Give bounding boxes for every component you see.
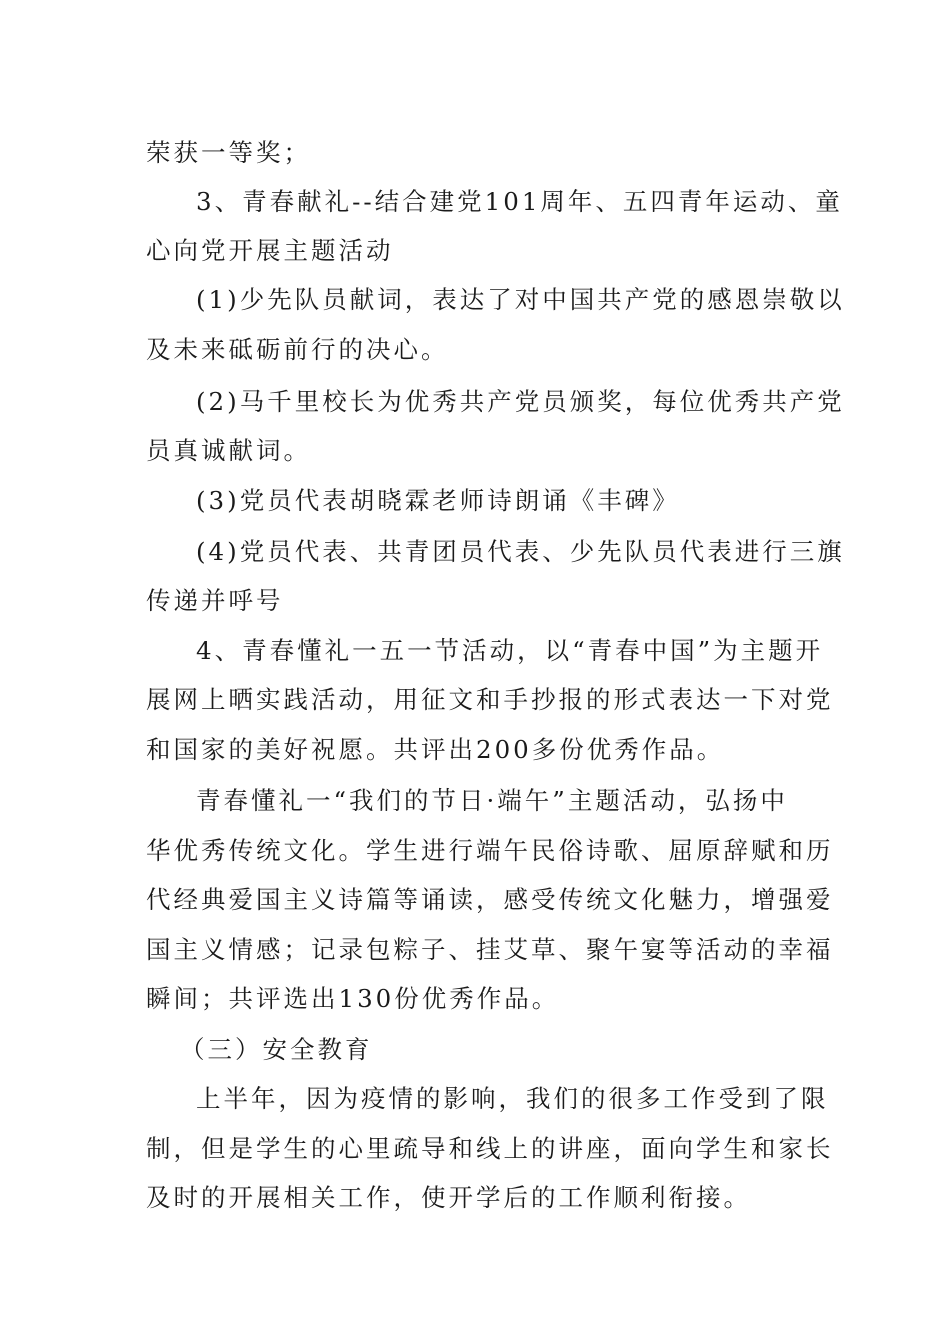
text-line: 及未来砥砺前行的决心。 <box>146 335 449 364</box>
text-line: 青春懂礼一“我们的节日·端午”主题活动，弘扬中 <box>196 786 788 815</box>
text-line: 上半年，因为疫情的影响，我们的很多工作受到了限 <box>196 1084 829 1113</box>
text-line: 员真诚献词。 <box>146 436 311 465</box>
text-line: 瞬间；共评选出130份优秀作品。 <box>146 984 560 1013</box>
text-line: 及时的开展相关工作，使开学后的工作顺利衔接。 <box>146 1183 751 1212</box>
text-line: (3)党员代表胡晓霖老师诗朗诵《丰碑》 <box>196 486 680 515</box>
text-line: 4、青春懂礼一五一节活动，以“青春中国”为主题开 <box>196 636 824 665</box>
text-line: 展网上晒实践活动，用征文和手抄报的形式表达一下对党 <box>146 685 834 714</box>
text-line: 代经典爱国主义诗篇等诵读，感受传统文化魅力，增强爱 <box>146 885 834 914</box>
text-line: 制，但是学生的心里疏导和线上的讲座，面向学生和家长 <box>146 1134 834 1163</box>
text-line: 荣获一等奖； <box>146 138 311 167</box>
text-line: 传递并呼号 <box>146 586 284 615</box>
text-line: 和国家的美好祝愿。共评出200多份优秀作品。 <box>146 735 725 764</box>
text-line: (4)党员代表、共青团员代表、少先队员代表进行三旗 <box>196 537 845 566</box>
text-line: (1)少先队员献词，表达了对中国共产党的感恩崇敬以 <box>196 285 845 314</box>
text-line: 心向党开展主题活动 <box>146 236 394 265</box>
section-heading: （三）安全教育 <box>180 1035 373 1064</box>
text-line: 国主义情感；记录包粽子、挂艾草、聚午宴等活动的幸福 <box>146 935 834 964</box>
text-line: 3、青春献礼--结合建党101周年、五四青年运动、童 <box>196 187 843 216</box>
text-line: (2)马千里校长为优秀共产党员颁奖，每位优秀共产党 <box>196 387 845 416</box>
text-line: 华优秀传统文化。学生进行端午民俗诗歌、屈原辞赋和历 <box>146 836 834 865</box>
